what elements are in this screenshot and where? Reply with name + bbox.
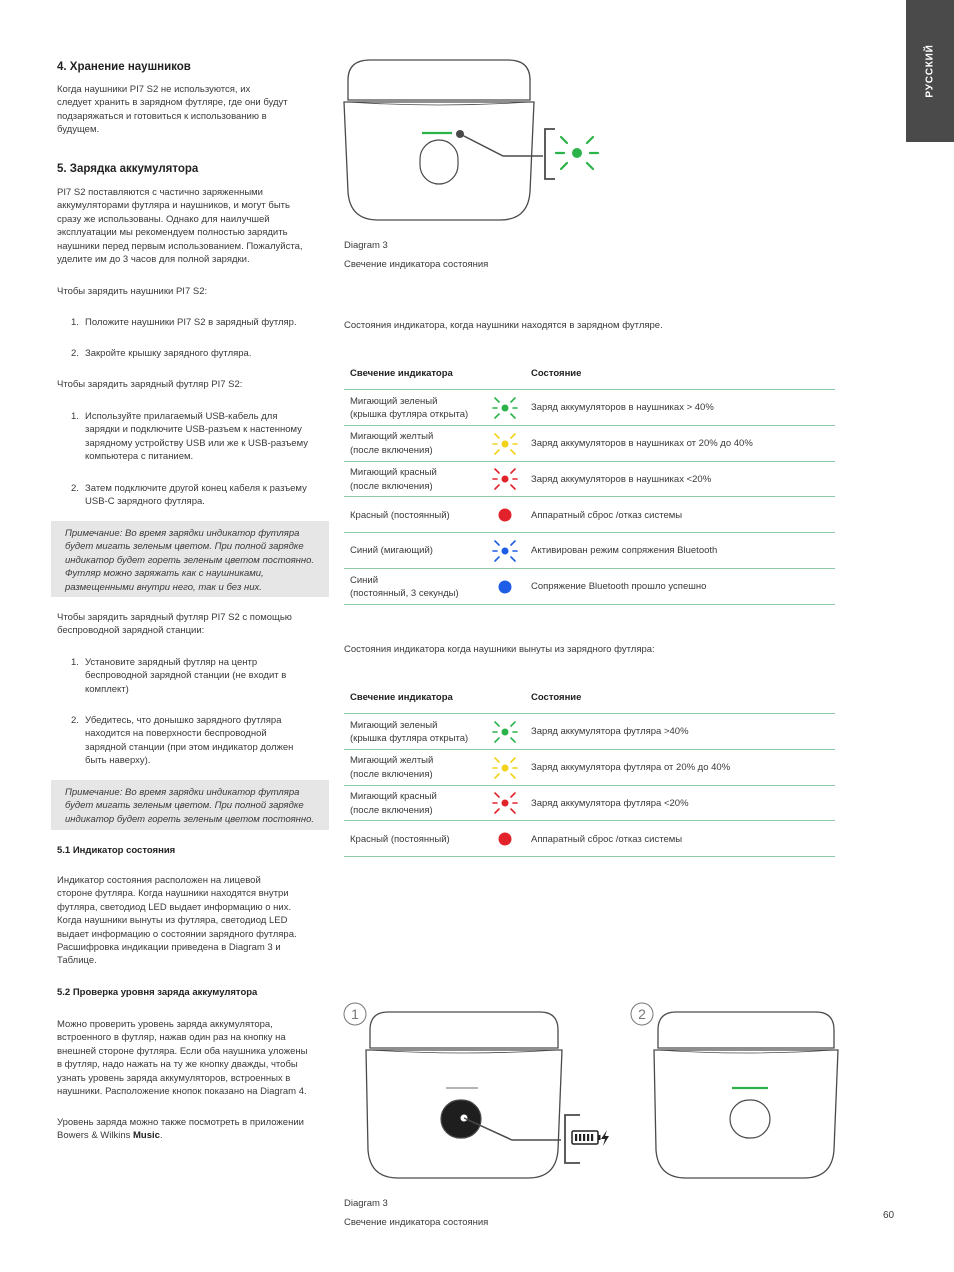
- text-line: [57, 1129, 304, 1142]
- indicator-cell: [350, 754, 433, 781]
- led-icon-cell: [492, 755, 518, 781]
- text-line: Чтобы зарядить зарядный футляр PI7 S2 с помощью: [57, 612, 292, 623]
- state-cell: Аппаратный сброс /отказ системы: [531, 833, 683, 845]
- text-line: узнать уровень заряда аккумуляторов, встроенных в: [57, 1072, 291, 1084]
- led-solid-icon: [492, 574, 518, 600]
- text-line: Используйте прилагаемый USB-кабель для: [85, 411, 278, 422]
- text-line: находится на поверхности беспроводной: [85, 728, 267, 740]
- indicator-cell: [350, 544, 433, 557]
- text-line: Красный (постоянный): [350, 833, 450, 845]
- table-row: [344, 750, 835, 786]
- text-line: Мигающий желтый: [350, 755, 434, 767]
- text-line: размещенными внутри него, так и без них.: [65, 581, 262, 593]
- text-line: Расшифровка индикации приведена в Diagram 3 и: [57, 942, 281, 954]
- text-line: выдает информацию о состоянии зарядного футляра.: [57, 928, 297, 940]
- text-line: Примечание: Во время зарядки индикатор футляра: [65, 528, 300, 539]
- language-tab: [906, 0, 954, 142]
- battery-icon: [572, 1131, 601, 1144]
- case-button: [420, 140, 458, 184]
- header-state: Состояние: [531, 692, 582, 703]
- text-line: Можно проверить уровень заряда аккумулятора,: [57, 1019, 273, 1030]
- section-5-1-body: [57, 874, 297, 968]
- indicator-cell: [350, 466, 437, 493]
- text-line: компьютера с питанием.: [85, 451, 194, 463]
- text-line: будет мигать зеленым цветом. При полной зарядке: [65, 541, 304, 553]
- earbuds-charge-intro: Чтобы зарядить наушники PI7 S2:: [57, 286, 208, 297]
- text-line: быть наверху).: [85, 755, 151, 767]
- state-cell: Сопряжение Bluetooth прошло успешно: [531, 581, 707, 593]
- text-line: зарядному устройству USB или же к USB-разъему: [85, 437, 308, 449]
- led-icon-cell: [492, 466, 518, 492]
- led-solid-icon: [492, 826, 518, 852]
- table-1-intro: Состояния индикатора, когда наушники находятся в зарядном футляре.: [344, 320, 663, 331]
- earbuds-step-1: [71, 316, 331, 330]
- led-blink-icon: [492, 790, 518, 816]
- indicator-cell: [350, 395, 468, 422]
- wireless-charge-intro: [57, 611, 292, 638]
- led-blink-icon: [492, 431, 518, 457]
- state-cell: Заряд аккумулятора футляра >40%: [531, 726, 689, 738]
- step-1-number: 1: [351, 1006, 359, 1022]
- table-row: [344, 497, 835, 533]
- step-text: [85, 410, 308, 464]
- wireless-step-1: [71, 656, 331, 698]
- text-line: Затем подключите другой конец кабеля к разъему: [85, 483, 307, 494]
- text-line: Мигающий красный: [350, 467, 437, 479]
- state-cell: Заряд аккумулятора футляра от 20% до 40%: [531, 761, 731, 773]
- diagram-3-case-illustration: [340, 52, 620, 232]
- indicator-cell: [350, 790, 437, 817]
- diagram-4-illustration: [340, 1000, 860, 1190]
- case-step-1: [71, 410, 331, 466]
- text-line: беспроводной зарядной станции (не входит в: [85, 670, 287, 682]
- led-icon-cell: [492, 574, 518, 600]
- charging-note-1: [51, 521, 329, 597]
- text-line: следует хранить в зарядном футляре, где они будут: [57, 97, 288, 109]
- text-line: индикатор будет гореть зеленым цветом постоянно.: [65, 813, 315, 825]
- text-line: стороне футляра. Когда наушники находятся внутри: [57, 888, 289, 900]
- led-blink-icon: [492, 755, 518, 781]
- text-line: PI7 S2 поставляются с частично заряженными: [57, 187, 263, 198]
- text-line: Когда наушники PI7 S2 не используются, их: [57, 84, 251, 95]
- indicator-cell: [350, 833, 450, 846]
- text-line: аккумуляторами футляра и наушников, и могут быть: [57, 200, 290, 212]
- step-number: 1.: [71, 657, 79, 668]
- state-cell: Аппаратный сброс /отказ системы: [531, 509, 683, 521]
- text-line: (после включения): [350, 768, 433, 780]
- section-4-title: 4. Хранение наушников: [57, 61, 191, 73]
- table-row: [344, 462, 835, 498]
- text-line: подзаряжаться и готовиться к использованию в: [57, 110, 267, 122]
- step-text: [85, 656, 286, 696]
- text-line: Уровень заряда можно также посмотреть в приложении: [57, 1117, 304, 1128]
- section-5-body: [57, 186, 303, 266]
- text-line: Примечание: Во время зарядки индикатор футляра: [65, 787, 300, 798]
- section-5-1-title: 5.1 Индикатор состояния: [57, 845, 176, 856]
- text-line: наушники перед первым использованием. Пожалуйста,: [57, 240, 303, 252]
- section-5-2-title: 5.2 Проверка уровня заряда аккумулятора: [57, 987, 258, 998]
- header-indicator: Свечение индикатора: [350, 368, 453, 379]
- table-header: [344, 684, 835, 714]
- led-icon-cell: [492, 719, 518, 745]
- text-line: в футляр, надо нажать на ту же кнопку дважды, чтобы: [57, 1059, 298, 1071]
- page-number: 60: [883, 1210, 895, 1221]
- case-2-lid: [658, 1012, 834, 1048]
- text-line: сразу же использованы. Однако для наилучшей: [57, 213, 270, 225]
- text-line: Таблице.: [57, 955, 97, 967]
- step-number: 2.: [71, 715, 79, 726]
- app-line-suffix: .: [159, 1130, 163, 1142]
- led-blink-icon: [492, 719, 518, 745]
- step-text: Положите наушники PI7 S2 в зарядный футляр.: [85, 317, 297, 328]
- indicator-cell: [350, 719, 468, 746]
- text-line: встроенного в футляр, нажав один раз на кнопку на: [57, 1032, 286, 1044]
- led-solid-icon: [492, 502, 518, 528]
- led-icon-cell: [492, 431, 518, 457]
- text-line: (после включения): [350, 444, 433, 456]
- text-line: беспроводной зарядной станции:: [57, 625, 205, 637]
- case-2-button: [730, 1100, 770, 1138]
- led-icon-cell: [492, 790, 518, 816]
- diagram-3-caption: Свечение индикатора состояния: [344, 259, 489, 270]
- table-row: [344, 821, 835, 857]
- case-step-2: [71, 482, 331, 510]
- text-line: Мигающий желтый: [350, 431, 434, 443]
- text-line: зарядной станции (при этом индикатор должен: [85, 741, 294, 753]
- text-line: (крышка футляра открыта): [350, 408, 469, 420]
- led-blink-green-icon: [556, 137, 598, 169]
- text-line: Убедитесь, что донышко зарядного футляра: [85, 715, 282, 726]
- section-4-body: [57, 83, 288, 137]
- state-cell: Заряд аккумуляторов в наушниках от 20% до 40%: [531, 437, 753, 449]
- table-row: [344, 426, 835, 462]
- step-number: 2.: [71, 348, 79, 359]
- case-charge-intro: Чтобы зарядить зарядный футляр PI7 S2:: [57, 379, 243, 390]
- text-line: Мигающий красный: [350, 791, 437, 803]
- section-5-2-body: [57, 1018, 307, 1098]
- music-app-name: Music: [133, 1130, 160, 1142]
- diagram-4-label: Diagram 3: [344, 1198, 388, 1209]
- state-cell: Заряд аккумулятора футляра <20%: [531, 797, 689, 809]
- step-text: Закройте крышку зарядного футляра.: [85, 348, 252, 359]
- text-line: зарядки и подключите USB-разъем к настенному: [85, 424, 302, 436]
- text-line: USB-C зарядного футляра.: [85, 496, 205, 508]
- text-line: Синий: [350, 574, 379, 586]
- step-number: 1.: [71, 411, 79, 422]
- text-line: уделите им до 3 часов для полной зарядки.: [57, 254, 250, 266]
- callout-bracket: [545, 129, 555, 179]
- text-line: (после включения): [350, 804, 433, 816]
- text-line: футляра, светодиод LED выдает информацию о них.: [57, 901, 292, 913]
- table-header: [344, 360, 835, 390]
- language-tab-label: РУССКИЙ: [924, 44, 936, 98]
- state-cell: Заряд аккумуляторов в наушниках <20%: [531, 473, 712, 485]
- text-line: Когда наушники вынуты из футляра, светодиод LED: [57, 915, 288, 927]
- section-5-title: 5. Зарядка аккумулятора: [57, 163, 199, 175]
- step-text: [85, 714, 293, 768]
- diagram-4-caption: Свечение индикатора состояния: [344, 1217, 489, 1228]
- text-line: индикатор будет гореть зеленым цветом постоянно.: [65, 554, 315, 566]
- table-row: [344, 714, 835, 750]
- text-line: Установите зарядный футляр на центр: [85, 657, 258, 668]
- text-line: (крышка футляра открыта): [350, 732, 469, 744]
- case-lid: [348, 60, 530, 100]
- led-icon-cell: [492, 502, 518, 528]
- step-number: 2.: [71, 483, 79, 494]
- led-blink-icon: [492, 538, 518, 564]
- text-line: будет мигать зеленым цветом. При полной зарядке: [65, 800, 304, 812]
- text-line: комплект): [85, 683, 129, 695]
- app-check-paragraph: [57, 1116, 304, 1143]
- table-row: [344, 786, 835, 822]
- text-line: Футляр можно заряжать как с наушниками,: [65, 568, 264, 580]
- text-line: будущем.: [57, 124, 100, 136]
- text-line: Мигающий зеленый: [350, 719, 438, 731]
- text-line: (после включения): [350, 480, 433, 492]
- led-icon-cell: [492, 395, 518, 421]
- step-number: 1.: [71, 317, 79, 328]
- text-line: эксплуатации мы рекомендуем полностью зарядить: [57, 227, 288, 239]
- wireless-step-2: [71, 714, 331, 770]
- step-text: [85, 482, 307, 509]
- earbuds-step-2: [71, 347, 331, 361]
- text-line: Мигающий зеленый: [350, 395, 438, 407]
- indicator-cell: [350, 574, 459, 601]
- state-cell: Активирован режим сопряжения Bluetooth: [531, 545, 718, 557]
- led-icon-cell: [492, 538, 518, 564]
- led-table-out-of-case: [344, 684, 835, 864]
- text-line: внешней стороне футляра. Если оба наушника уложены: [57, 1045, 308, 1057]
- led-blink-icon: [492, 395, 518, 421]
- charging-note-2: [51, 780, 329, 830]
- led-icon-cell: [492, 826, 518, 852]
- led-table-in-case: [344, 360, 835, 610]
- text-line: наушники. Расположение кнопок показано на Diagram 4.: [57, 1086, 307, 1098]
- app-line-prefix: Bowers & Wilkins: [57, 1130, 134, 1142]
- step-2-number: 2: [638, 1006, 646, 1022]
- text-line: Индикатор состояния расположен на лицевой: [57, 875, 261, 886]
- indicator-cell: [350, 430, 433, 457]
- state-cell: Заряд аккумуляторов в наушниках > 40%: [531, 402, 714, 414]
- text-line: Синий (мигающий): [350, 545, 433, 557]
- diagram-3-label: Diagram 3: [344, 240, 388, 251]
- text-line: (постоянный, 3 секунды): [350, 587, 459, 599]
- table-row: [344, 533, 835, 569]
- lightning-icon: [601, 1130, 609, 1146]
- text-line: Красный (постоянный): [350, 509, 450, 521]
- table-2-intro: Состояния индикатора когда наушники вынуты из зарядного футляра:: [344, 644, 655, 655]
- header-indicator: Свечение индикатора: [350, 692, 453, 703]
- header-state: Состояние: [531, 368, 582, 379]
- case-1-lid: [370, 1012, 558, 1048]
- indicator-cell: [350, 509, 450, 522]
- table-row: [344, 390, 835, 426]
- table-row: [344, 569, 835, 605]
- led-blink-icon: [492, 466, 518, 492]
